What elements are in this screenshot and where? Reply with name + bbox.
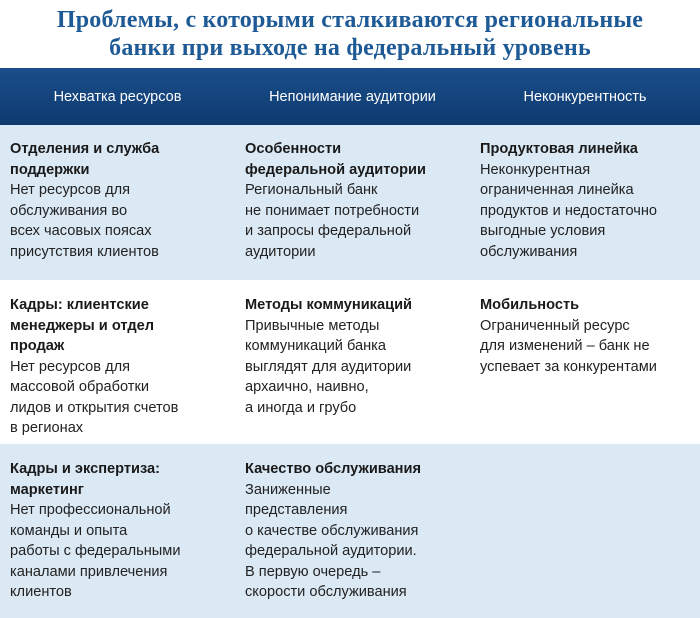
table-cell-empty [470, 444, 700, 618]
table-cell [0, 444, 235, 618]
cell-title: Кадры: клиентские менеджеры и отдел продаж [10, 297, 154, 354]
problems-table [0, 68, 700, 618]
header-competitiveness: Неконкурентность [523, 88, 647, 105]
cell-title: Мобильность [480, 297, 580, 313]
cell-title: Отделения и служба поддержки [10, 141, 160, 178]
table-cell [235, 125, 470, 280]
header-audience: Непонимание аудитории [269, 88, 436, 105]
cell-title: Особенности федеральной аудитории [245, 141, 426, 178]
table-header [0, 68, 700, 125]
cell-title: Качество обслуживания [245, 461, 421, 477]
table-cell [470, 125, 700, 280]
title-line-2: банки при выходе на федеральный уровень [109, 35, 591, 61]
header-resources: Нехватка ресурсов [53, 88, 182, 105]
cell-text: Неконкурентная ограниченная линейка продуктов и недостаточно выгодные условия обслуживания [480, 161, 658, 260]
table-cell [0, 280, 235, 444]
cell-text: Заниженные представления о качестве обслуживания федеральной аудитории. В первую очередь – скорости обслуживания [245, 481, 419, 600]
cell-text: Нет ресурсов для массовой обработки лидов и открытия счетов в регионах [10, 358, 179, 436]
cell-text: Привычные методы коммуникаций банка выглядят для аудитории архаично, наивно, а иногда и грубо [245, 317, 412, 416]
table-cell [0, 125, 235, 280]
cell-text: Нет профессиональной команды и опыта работы с федеральными каналами привлечения клиентов [10, 502, 181, 600]
table-body [0, 125, 700, 618]
title-line-1: Проблемы, с которыми сталкиваются региональные [56, 7, 644, 33]
page-title [0, 0, 700, 68]
table-cell [235, 444, 470, 618]
table-cell [235, 280, 470, 444]
cell-text: Ограниченный ресурс для изменений – банк не успевает за конкурентами [480, 317, 657, 375]
table-row [0, 125, 700, 280]
cell-title: Методы коммуникаций [245, 297, 413, 313]
table-row [0, 280, 700, 444]
table-row [0, 444, 700, 618]
cell-title: Продуктовая линейка [480, 141, 638, 157]
cell-text: Нет ресурсов для обслуживания во всех часовых поясах присутствия клиентов [10, 182, 159, 260]
table-cell [470, 280, 700, 444]
cell-text: Региональный банк не понимает потребности и запросы федеральной аудитории [245, 182, 420, 260]
cell-title: Кадры и экспертиза: маркетинг [10, 461, 161, 498]
